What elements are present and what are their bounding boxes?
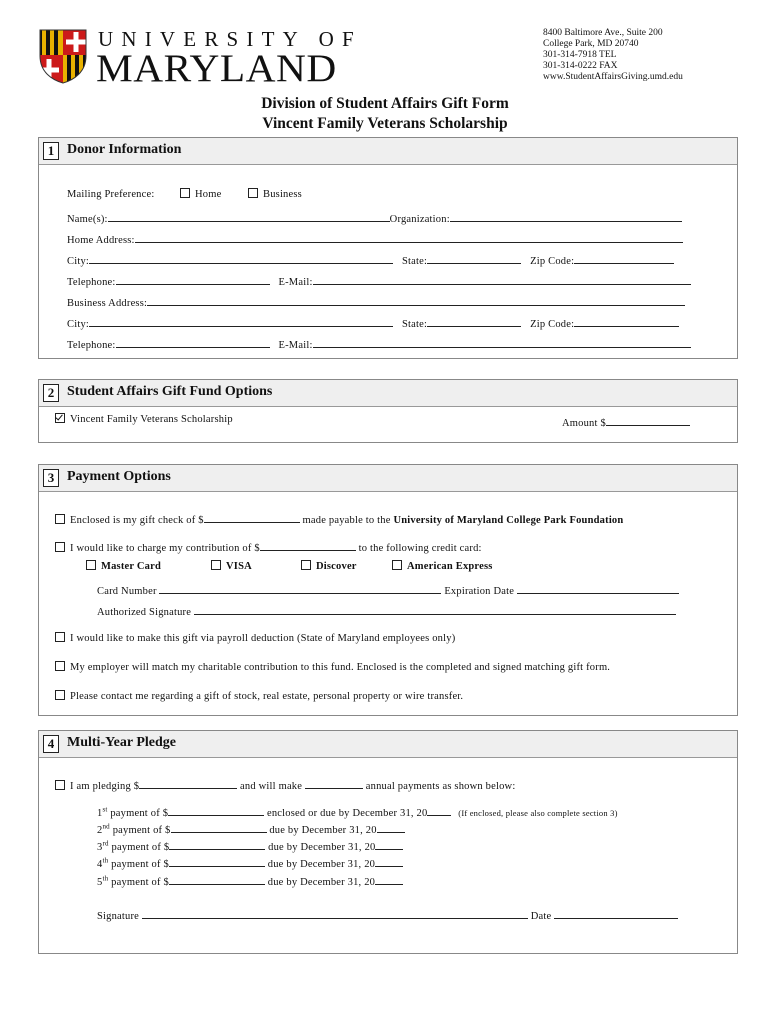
names-field[interactable] xyxy=(108,210,390,222)
form-title: Division of Student Affairs Gift Form xyxy=(261,95,509,112)
pledge-amount-field[interactable] xyxy=(139,777,237,789)
section-title: Multi-Year Pledge xyxy=(67,735,176,750)
telephone-label: Telephone: xyxy=(67,277,116,288)
pledge-years-field[interactable] xyxy=(305,777,363,789)
signature-label: Signature xyxy=(97,911,140,922)
authorized-signature-label: Authorized Signature xyxy=(97,607,192,618)
business-address-label: Business Address: xyxy=(67,298,148,309)
home-telephone-row xyxy=(67,273,691,288)
section-gift-fund-options xyxy=(38,379,738,443)
maryland-flag-logo-icon xyxy=(36,26,90,84)
section-title: Payment Options xyxy=(67,469,171,484)
business-address-row xyxy=(67,294,685,309)
zip-field[interactable] xyxy=(574,252,674,264)
section-header xyxy=(39,465,737,492)
home-address-label: Home Address: xyxy=(67,235,135,246)
section-header xyxy=(39,380,737,407)
business-telephone-field[interactable] xyxy=(116,336,270,348)
payment-row-2 xyxy=(97,821,405,836)
section-title: Donor Information xyxy=(67,142,182,157)
payment-number: 5 xyxy=(97,877,103,888)
employer-match-checkbox[interactable] xyxy=(55,661,65,671)
section-number: 1 xyxy=(43,142,59,160)
payment-3-year-field[interactable] xyxy=(375,838,403,850)
payment-row-3 xyxy=(97,838,403,853)
payroll-option[interactable] xyxy=(55,632,455,644)
charge-label: I would like to charge my contribution of $ xyxy=(70,543,260,554)
payment-2-amount-field[interactable] xyxy=(171,821,267,833)
zip-label: Zip Code: xyxy=(530,256,575,267)
payroll-checkbox[interactable] xyxy=(55,632,65,642)
authorized-signature-row xyxy=(97,603,676,618)
payment-5-amount-field[interactable] xyxy=(169,873,265,885)
form-subtitle: Vincent Family Veterans Scholarship xyxy=(262,115,508,132)
section-number: 3 xyxy=(43,469,59,487)
foundation-name: University of Maryland College Park Foundation xyxy=(393,515,624,526)
business-checkbox[interactable] xyxy=(248,188,258,198)
address-line: College Park, MD 20740 xyxy=(543,39,639,49)
stock-checkbox[interactable] xyxy=(55,690,65,700)
amex-label: American Express xyxy=(407,561,493,572)
payment-due-label: due by December 31, 20 xyxy=(268,842,376,853)
payment-due-label: enclosed or due by December 31, 20 xyxy=(267,808,428,819)
zip-label: Zip Code: xyxy=(530,319,575,330)
card-visa-option[interactable] xyxy=(211,560,252,572)
amex-checkbox[interactable] xyxy=(392,560,402,570)
charge-checkbox[interactable] xyxy=(55,542,65,552)
fund-label: Vincent Family Veterans Scholarship xyxy=(70,414,233,425)
card-number-field[interactable] xyxy=(159,582,441,594)
home-option[interactable] xyxy=(180,188,221,200)
payment-number: 3 xyxy=(97,842,103,853)
city-label: City: xyxy=(67,319,90,330)
logo-line-2: MARYLAND xyxy=(96,47,337,90)
home-address-row xyxy=(67,231,683,246)
pledge-checkbox[interactable] xyxy=(55,780,65,790)
business-option[interactable] xyxy=(248,188,302,200)
charge-option[interactable] xyxy=(55,539,482,554)
payment-4-year-field[interactable] xyxy=(375,855,403,867)
home-label: Home xyxy=(195,189,222,200)
business-city-field[interactable] xyxy=(89,315,393,327)
mailing-preference-label: Mailing Preference: xyxy=(67,189,155,200)
charge-card-label: to the following credit card: xyxy=(358,543,482,554)
payment-2-year-field[interactable] xyxy=(377,821,405,833)
check-option[interactable] xyxy=(55,511,623,526)
telephone-label: Telephone: xyxy=(67,340,116,351)
check-checkbox[interactable] xyxy=(55,514,65,524)
business-address-field[interactable] xyxy=(147,294,685,306)
telephone-field[interactable] xyxy=(116,273,270,285)
ordinal-suffix: nd xyxy=(102,822,110,831)
ordinal-suffix: st xyxy=(102,805,108,814)
payment-4-amount-field[interactable] xyxy=(169,855,265,867)
email-label: E-Mail: xyxy=(278,277,313,288)
stock-option[interactable] xyxy=(55,690,463,702)
payment-due-label: due by December 31, 20 xyxy=(269,825,377,836)
amount-row xyxy=(562,414,690,429)
employer-match-label: My employer will match my charitable contribution to this fund. Enclosed is the completed and signed matching gift form. xyxy=(70,662,611,673)
home-address-field[interactable] xyxy=(135,231,683,243)
card-number-label: Card Number xyxy=(97,586,157,597)
ordinal-suffix: rd xyxy=(102,839,109,848)
pledge-label: I am pledging $ xyxy=(70,781,140,792)
section-3-note: (If enclosed, please also complete section 3) xyxy=(458,808,618,818)
payment-number: 1 xyxy=(97,808,103,819)
section-title: Student Affairs Gift Fund Options xyxy=(67,384,273,399)
business-email-field[interactable] xyxy=(313,336,691,348)
business-telephone-row xyxy=(67,336,691,351)
fund-option[interactable] xyxy=(55,413,233,425)
pledge-make-label: and will make xyxy=(240,781,303,792)
state-field[interactable] xyxy=(427,252,521,264)
state-label: State: xyxy=(402,256,428,267)
discover-label: Discover xyxy=(316,561,357,572)
address-line: 8400 Baltimore Ave., Suite 200 xyxy=(543,28,663,38)
website-link: www.StudentAffairsGiving.umd.edu xyxy=(543,72,683,82)
payment-3-amount-field[interactable] xyxy=(169,838,265,850)
card-mastercard-option[interactable] xyxy=(86,560,161,572)
email-label: E-Mail: xyxy=(278,340,313,351)
pledge-option[interactable] xyxy=(55,777,515,792)
pledge-signature-row xyxy=(97,907,678,922)
amount-field[interactable] xyxy=(606,414,690,426)
mastercard-checkbox[interactable] xyxy=(86,560,96,570)
payment-row-5 xyxy=(97,873,403,888)
payment-label: payment of $ xyxy=(112,825,171,836)
discover-checkbox[interactable] xyxy=(301,560,311,570)
section-header xyxy=(39,138,737,165)
ordinal-suffix: th xyxy=(102,856,109,865)
payment-label: payment of $ xyxy=(111,877,169,888)
address-line: 301-314-0222 FAX xyxy=(543,61,618,71)
business-city-row xyxy=(67,315,679,330)
fund-checkbox-checked[interactable] xyxy=(55,413,65,423)
payment-label: payment of $ xyxy=(111,859,169,870)
payment-number: 2 xyxy=(97,825,103,836)
payment-due-label: due by December 31, 20 xyxy=(267,859,376,870)
stock-label: Please contact me regarding a gift of stock, real estate, personal property or wire transfer. xyxy=(70,691,464,702)
city-label: City: xyxy=(67,256,90,267)
organization-field[interactable] xyxy=(450,210,682,222)
city-field[interactable] xyxy=(89,252,393,264)
section-number: 4 xyxy=(43,735,59,753)
date-field[interactable] xyxy=(554,907,678,919)
charge-amount-field[interactable] xyxy=(260,539,356,551)
business-zip-field[interactable] xyxy=(574,315,679,327)
business-label: Business xyxy=(263,189,302,200)
payment-row-1 xyxy=(97,804,618,819)
payment-1-year-field[interactable] xyxy=(427,804,451,816)
pledge-annual-label: annual payments as shown below: xyxy=(365,781,516,792)
visa-label: VISA xyxy=(226,561,252,572)
visa-checkbox[interactable] xyxy=(211,560,221,570)
payment-1-amount-field[interactable] xyxy=(168,804,264,816)
section-payment-options xyxy=(38,464,738,716)
section-donor-information xyxy=(38,137,738,359)
check-label: Enclosed is my gift check of $ xyxy=(70,515,204,526)
payment-5-year-field[interactable] xyxy=(375,873,403,885)
payment-due-label: due by December 31, 20 xyxy=(267,877,376,888)
ordinal-suffix: th xyxy=(102,874,109,883)
contact-address xyxy=(543,28,683,83)
check-amount-field[interactable] xyxy=(204,511,300,523)
authorized-signature-field[interactable] xyxy=(194,603,676,615)
payment-number: 4 xyxy=(97,859,103,870)
section-header xyxy=(39,731,737,758)
signature-field[interactable] xyxy=(142,907,528,919)
home-checkbox[interactable] xyxy=(180,188,190,198)
payment-label: payment of $ xyxy=(111,842,170,853)
mastercard-label: Master Card xyxy=(101,561,162,572)
section-multi-year-pledge xyxy=(38,730,738,954)
address-line: 301-314-7918 TEL xyxy=(543,50,617,60)
home-city-row xyxy=(67,252,674,267)
employer-match-option[interactable] xyxy=(55,661,610,673)
business-state-field[interactable] xyxy=(427,315,521,327)
expiration-label: Expiration Date xyxy=(444,586,515,597)
amount-label: Amount $ xyxy=(562,418,606,429)
card-discover-option[interactable] xyxy=(301,560,357,572)
check-payable-label: made payable to the xyxy=(302,515,391,526)
logo-line-1: UNIVERSITY OF xyxy=(98,27,362,51)
payment-row-4 xyxy=(97,855,403,870)
names-row xyxy=(67,210,682,225)
email-field[interactable] xyxy=(313,273,691,285)
university-seal xyxy=(36,26,90,84)
state-label: State: xyxy=(402,319,428,330)
payroll-label: I would like to make this gift via payroll deduction (State of Maryland employees only) xyxy=(70,633,456,644)
names-label: Name(s): xyxy=(67,214,108,225)
payment-label: payment of $ xyxy=(110,808,169,819)
expiration-field[interactable] xyxy=(517,582,679,594)
date-label: Date xyxy=(530,911,552,922)
section-number: 2 xyxy=(43,384,59,402)
card-number-row xyxy=(97,582,679,597)
card-amex-option[interactable] xyxy=(392,560,493,572)
organization-label: Organization: xyxy=(389,214,450,225)
